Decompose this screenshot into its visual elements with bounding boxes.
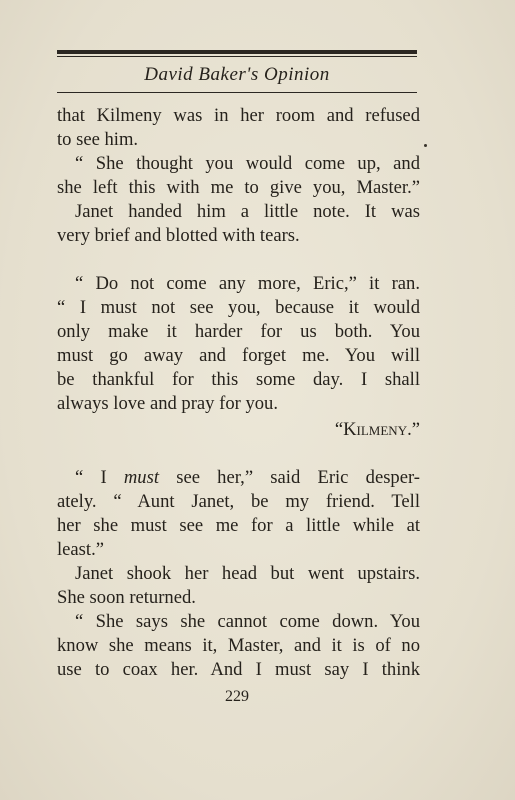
text-line: to see him.: [57, 129, 139, 150]
text-line: “ She says she cannot come down. You: [75, 611, 420, 632]
text-line: “ Do not come any more, Eric,” it ran.: [75, 273, 420, 294]
text-line: must go away and forget me. You will: [57, 345, 420, 366]
text-line: least.”: [57, 539, 104, 560]
text-line: Janet handed him a little note. It was: [75, 201, 420, 222]
text-line: always love and pray for you.: [57, 393, 278, 414]
text-line: [57, 466, 420, 490]
text-line: “ She thought you would come up, and: [75, 153, 420, 174]
text-line: She soon returned.: [57, 587, 196, 608]
page-number: 229: [225, 688, 249, 705]
header-rule-thin: [57, 56, 417, 57]
running-head: David Baker's Opinion: [144, 64, 330, 85]
text-line: “ I must not see you, because it would: [57, 297, 420, 318]
text-line: Janet shook her head but went upstairs.: [75, 563, 420, 584]
text-line: her she must see me for a little while at: [57, 515, 420, 536]
text-line: ately. “ Aunt Janet, be my friend. Tell: [57, 491, 420, 512]
text-line: only make it harder for us both. You: [57, 321, 420, 342]
emphasis-must: must: [123, 467, 160, 488]
ink-fleck: [424, 144, 427, 147]
text-line: be thankful for this some day. I shall: [57, 369, 420, 390]
line-rest: see her,” said Eric desper-: [159, 467, 420, 488]
text-line: that Kilmeny was in her room and refused: [57, 105, 420, 126]
text-line: she left this with me to give you, Master.”: [57, 177, 420, 198]
text-line: very brief and blotted with tears.: [57, 225, 300, 246]
signature-line: “Kilmeny.”: [334, 419, 420, 440]
header-rule-thick: [57, 50, 417, 54]
text-line: know she means it, Master, and it is of no: [57, 635, 420, 656]
line-open: “ I: [75, 467, 124, 488]
text-line: use to coax her. And I must say I think: [57, 659, 420, 680]
running-head-rule: [57, 92, 417, 93]
